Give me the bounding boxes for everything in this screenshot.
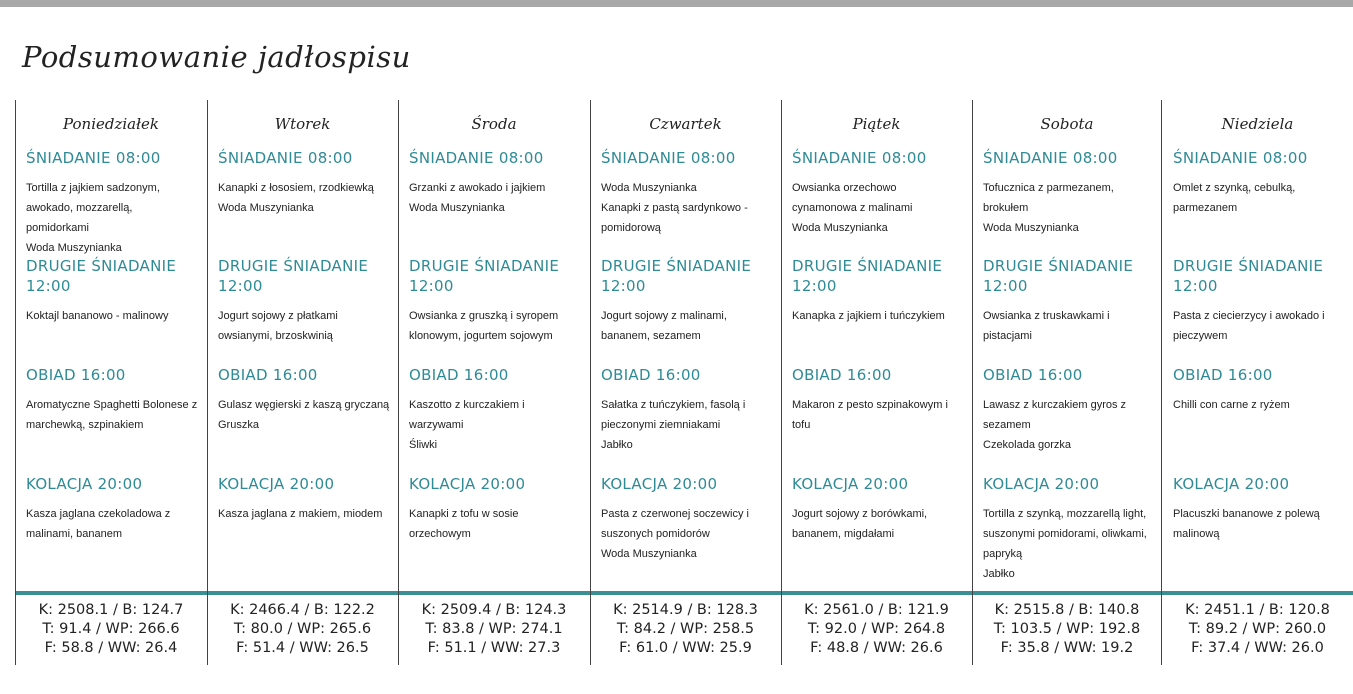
day-column bbox=[398, 100, 590, 665]
meal-item: Woda Muszynianka bbox=[983, 222, 1079, 234]
meal-label: DRUGIE ŚNIADANIE 12:00 bbox=[409, 257, 560, 295]
meal-item: Woda Muszynianka bbox=[601, 182, 697, 194]
macro-line: F: 58.8 / WW: 26.4 bbox=[44, 640, 178, 656]
day-macros bbox=[590, 601, 781, 658]
meal-item: Tofucznica z parmezanem, brokułem bbox=[983, 182, 1114, 214]
meal-item: Jogurt sojowy z malinami, bananem, sezamem bbox=[601, 310, 727, 342]
meal-item: Aromatyczne Spaghetti Bolonese z marchewką, szpinakiem bbox=[26, 399, 198, 431]
macro-line: K: 2451.1 / B: 120.8 bbox=[1185, 602, 1330, 618]
meal-label: ŚNIADANIE 08:00 bbox=[983, 149, 1118, 167]
meal-items bbox=[983, 306, 1155, 346]
day-column bbox=[590, 100, 781, 665]
meal-item: Kanapki z tofu w sosie orzechowym bbox=[409, 508, 519, 540]
meal-label: ŚNIADANIE 08:00 bbox=[792, 149, 927, 167]
meal-label: DRUGIE ŚNIADANIE 12:00 bbox=[601, 257, 752, 295]
meal-items bbox=[26, 178, 198, 258]
day-column bbox=[972, 100, 1162, 665]
meal-label: ŚNIADANIE 08:00 bbox=[601, 149, 736, 167]
meal-items bbox=[601, 306, 773, 346]
meal-item: Owsianka z truskawkami i pistacjami bbox=[983, 310, 1110, 342]
meal-items bbox=[409, 306, 581, 346]
macro-line: K: 2515.8 / B: 140.8 bbox=[994, 602, 1140, 618]
macro-line: T: 91.4 / WP: 266.6 bbox=[42, 621, 180, 637]
meal-label: KOLACJA 20:00 bbox=[601, 475, 718, 493]
meal-item: Kanapki z pastą sardynkowo - pomidorową bbox=[601, 202, 748, 234]
day-macros bbox=[207, 601, 398, 658]
meal-item: Kasza jaglana czekoladowa z malinami, bananem bbox=[26, 508, 171, 540]
meal-label: KOLACJA 20:00 bbox=[218, 475, 335, 493]
meal-items bbox=[792, 504, 964, 544]
macro-line: T: 83.8 / WP: 274.1 bbox=[425, 621, 563, 637]
macro-line: T: 80.0 / WP: 265.6 bbox=[233, 621, 372, 637]
meal-items bbox=[983, 395, 1155, 455]
day-macros bbox=[972, 601, 1162, 658]
meal-item: Woda Muszynianka bbox=[792, 222, 888, 234]
macro-line: T: 89.2 / WP: 260.0 bbox=[1188, 621, 1327, 637]
meal-item: Woda Muszynianka bbox=[409, 202, 505, 214]
meal-item: Tortilla z jajkiem sadzonym, awokado, mozzarellą, pomidorkami bbox=[26, 182, 160, 234]
meal-item: Woda Muszynianka bbox=[601, 548, 697, 560]
macro-line: T: 103.5 / WP: 192.8 bbox=[993, 621, 1141, 637]
meal-items bbox=[1173, 306, 1345, 346]
meal-item: Jogurt sojowy z borówkami, bananem, migdałami bbox=[792, 508, 928, 540]
meal-label: KOLACJA 20:00 bbox=[983, 475, 1100, 493]
day-macros bbox=[15, 601, 207, 658]
meal-item: Śliwki bbox=[409, 439, 438, 451]
meal-items bbox=[26, 306, 198, 326]
meal-item: Kasza jaglana z makiem, miodem bbox=[218, 508, 383, 520]
meal-item: Owsianka orzechowo cynamonowa z malinami bbox=[792, 182, 913, 214]
meal-item: Czekolada gorzka bbox=[983, 439, 1072, 451]
meal-items bbox=[983, 178, 1155, 238]
day-name: Niedziela bbox=[1221, 115, 1294, 133]
meal-items bbox=[26, 504, 198, 544]
meal-items bbox=[1173, 504, 1345, 544]
day-column bbox=[1162, 100, 1353, 665]
day-name: Wtorek bbox=[274, 115, 331, 133]
day-column bbox=[15, 100, 207, 665]
meal-label: ŚNIADANIE 08:00 bbox=[1173, 149, 1308, 167]
meal-item: Woda Muszynianka bbox=[26, 242, 122, 254]
meal-items bbox=[792, 178, 964, 238]
day-name: Sobota bbox=[1040, 115, 1094, 133]
meal-item: Jabłko bbox=[983, 568, 1015, 580]
meal-item: Kanapki z łososiem, rzodkiewką bbox=[218, 182, 374, 194]
meal-label: OBIAD 16:00 bbox=[218, 366, 318, 384]
meal-items bbox=[218, 395, 390, 435]
meal-items bbox=[409, 178, 581, 218]
meal-items bbox=[601, 504, 773, 564]
meal-items bbox=[792, 395, 964, 435]
day-macros bbox=[781, 601, 972, 658]
meal-label: KOLACJA 20:00 bbox=[409, 475, 526, 493]
meal-label: OBIAD 16:00 bbox=[26, 366, 126, 384]
day-column bbox=[207, 100, 398, 665]
meal-label: DRUGIE ŚNIADANIE 12:00 bbox=[983, 257, 1134, 295]
meal-label: ŚNIADANIE 08:00 bbox=[26, 149, 161, 167]
meal-items bbox=[1173, 395, 1345, 415]
macro-line: F: 48.8 / WW: 26.6 bbox=[810, 640, 943, 656]
macro-line: F: 51.4 / WW: 26.5 bbox=[236, 640, 369, 656]
meal-item: Pasta z czerwonej soczewicy i suszonych pomidorów bbox=[601, 508, 749, 540]
meal-label: OBIAD 16:00 bbox=[983, 366, 1083, 384]
day-name: Piątek bbox=[852, 115, 901, 133]
meal-item: Owsianka z gruszką i syropem klonowym, jogurtem sojowym bbox=[409, 310, 559, 342]
meal-items bbox=[218, 306, 390, 346]
macro-line: K: 2466.4 / B: 122.2 bbox=[230, 602, 375, 618]
day-name: Środa bbox=[471, 115, 517, 133]
macro-line: F: 35.8 / WW: 19.2 bbox=[1000, 640, 1134, 656]
macro-line: F: 51.1 / WW: 27.3 bbox=[427, 640, 561, 656]
day-name: Czwartek bbox=[649, 115, 722, 133]
meal-item: Omlet z szynką, cebulką, parmezanem bbox=[1173, 182, 1296, 214]
macro-line: F: 37.4 / WW: 26.0 bbox=[1191, 640, 1324, 656]
meal-item: Tortilla z szynką, mozzarellą light, suszonymi pomidorami, oliwkami, papryką bbox=[983, 508, 1147, 560]
meal-item: Kanapka z jajkiem i tuńczykiem bbox=[792, 310, 945, 322]
meal-items bbox=[792, 306, 964, 326]
meal-item: Grzanki z awokado i jajkiem bbox=[409, 182, 546, 194]
meal-item: Makaron z pesto szpinakowym i tofu bbox=[792, 399, 948, 431]
macro-line: K: 2509.4 / B: 124.3 bbox=[421, 602, 567, 618]
meal-item: Woda Muszynianka bbox=[218, 202, 314, 214]
meal-label: DRUGIE ŚNIADANIE 12:00 bbox=[1173, 257, 1324, 295]
meal-label: DRUGIE ŚNIADANIE 12:00 bbox=[218, 257, 369, 295]
meal-items bbox=[218, 504, 390, 524]
meal-item: Gruszka bbox=[218, 419, 259, 431]
meal-item: Jabłko bbox=[601, 439, 633, 451]
meal-label: ŚNIADANIE 08:00 bbox=[218, 149, 353, 167]
meal-item: Pasta z ciecierzycy i awokado i pieczywem bbox=[1173, 310, 1325, 342]
meal-item: Lawasz z kurczakiem gyros z sezamem bbox=[983, 399, 1127, 431]
meal-item: Jogurt sojowy z płatkami owsianymi, brzoskwinią bbox=[218, 310, 338, 342]
macro-line: K: 2561.0 / B: 121.9 bbox=[804, 602, 949, 618]
top-bar bbox=[0, 0, 1353, 7]
macro-line: K: 2514.9 / B: 128.3 bbox=[613, 602, 758, 618]
meal-items bbox=[26, 395, 198, 435]
meal-item: Koktajl bananowo - malinowy bbox=[26, 310, 169, 322]
day-macros bbox=[1162, 601, 1353, 658]
page-title: Podsumowanie jadłospisu bbox=[22, 40, 411, 74]
day-column bbox=[781, 100, 972, 665]
meal-item: Kaszotto z kurczakiem i warzywami bbox=[409, 399, 525, 431]
meal-label: ŚNIADANIE 08:00 bbox=[409, 149, 544, 167]
meal-item: Placuszki bananowe z polewą malinową bbox=[1173, 508, 1320, 540]
macro-line: K: 2508.1 / B: 124.7 bbox=[38, 602, 184, 618]
meal-label: KOLACJA 20:00 bbox=[1173, 475, 1290, 493]
meal-items bbox=[409, 504, 581, 544]
meal-label: KOLACJA 20:00 bbox=[792, 475, 909, 493]
meal-items bbox=[218, 178, 390, 218]
meal-label: OBIAD 16:00 bbox=[792, 366, 892, 384]
meal-items bbox=[983, 504, 1155, 584]
meal-item: Gulasz węgierski z kaszą gryczaną bbox=[218, 399, 390, 411]
week-table bbox=[15, 100, 1353, 665]
meal-label: OBIAD 16:00 bbox=[1173, 366, 1273, 384]
macro-line: T: 84.2 / WP: 258.5 bbox=[616, 621, 755, 637]
meal-item: Chilli con carne z ryżem bbox=[1173, 399, 1290, 411]
meal-label: OBIAD 16:00 bbox=[409, 366, 509, 384]
meal-label: DRUGIE ŚNIADANIE 12:00 bbox=[792, 257, 943, 295]
meal-items bbox=[601, 395, 773, 455]
day-macros bbox=[398, 601, 590, 658]
meal-items bbox=[601, 178, 773, 238]
meal-item: Sałatka z tuńczykiem, fasolą i pieczonymi ziemniakami bbox=[601, 399, 746, 431]
meal-label: KOLACJA 20:00 bbox=[26, 475, 143, 493]
meal-items bbox=[409, 395, 581, 455]
meal-label: OBIAD 16:00 bbox=[601, 366, 701, 384]
macro-line: T: 92.0 / WP: 264.8 bbox=[807, 621, 946, 637]
meal-items bbox=[1173, 178, 1345, 218]
meal-label: DRUGIE ŚNIADANIE 12:00 bbox=[26, 257, 177, 295]
day-name: Poniedziałek bbox=[63, 115, 159, 133]
macro-line: F: 61.0 / WW: 25.9 bbox=[619, 640, 752, 656]
